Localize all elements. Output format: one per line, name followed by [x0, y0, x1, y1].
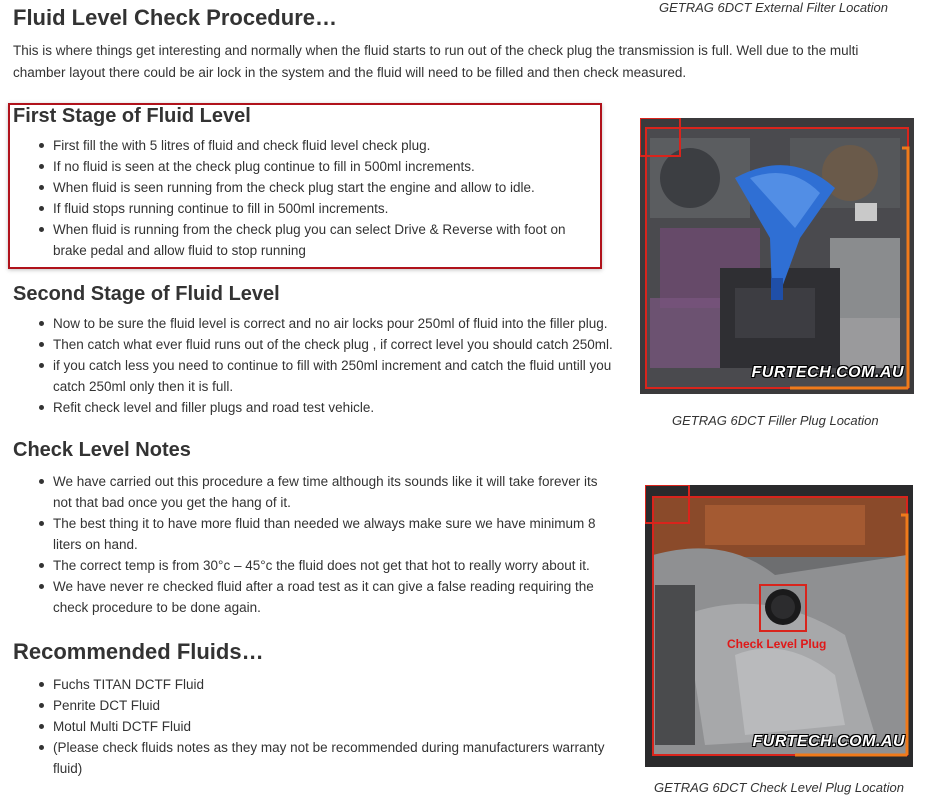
- filler-plug-photo: [640, 118, 914, 394]
- external-filter-caption: GETRAG 6DCT External Filter Location: [659, 0, 889, 15]
- check-level-plug-photo: [645, 485, 913, 767]
- check-level-plug-label: Check Level Plug: [727, 637, 827, 651]
- list-item: Penrite DCT Fluid: [13, 695, 613, 716]
- filler-plug-illustration: [640, 118, 914, 394]
- page-title: Fluid Level Check Procedure…: [13, 5, 337, 30]
- check-photo-watermark: FURTECH.COM.AU: [752, 733, 905, 750]
- recommended-fluids-heading: Recommended Fluids…: [13, 639, 264, 664]
- second-stage-list: [13, 313, 613, 418]
- list-item: Refit check level and filler plugs and road test vehicle.: [13, 397, 613, 418]
- list-item: The correct temp is from 30°c – 45°c the fluid does not get that hot to really worry about it.: [13, 555, 615, 576]
- list-item: When fluid is running from the check plug you can select Drive & Reverse with foot on brake pedal and allow fluid to stop running: [13, 219, 603, 261]
- second-stage-heading: Second Stage of Fluid Level: [13, 283, 280, 305]
- list-item: (Please check fluids notes as they may not be recommended during manufacturers warranty fluid): [13, 737, 613, 779]
- check-level-illustration: [645, 485, 913, 767]
- filler-plug-caption: GETRAG 6DCT Filler Plug Location: [672, 413, 879, 428]
- list-item: We have never re checked fluid after a road test as it can give a false reading requiring the check procedure to be done again.: [13, 576, 615, 618]
- check-level-plug-caption: GETRAG 6DCT Check Level Plug Location: [654, 780, 904, 795]
- check-level-notes-heading: Check Level Notes: [13, 439, 191, 461]
- list-item: When fluid is seen running from the check plug start the engine and allow to idle.: [13, 177, 603, 198]
- list-item: If no fluid is seen at the check plug continue to fill in 500ml increments.: [13, 156, 603, 177]
- list-item: Then catch what ever fluid runs out of the check plug , if correct level you should catch 250ml.: [13, 334, 613, 355]
- list-item: Fuchs TITAN DCTF Fluid: [13, 674, 613, 695]
- first-stage-list: [13, 135, 603, 261]
- list-item: The best thing it to have more fluid than needed we always make sure we have minimum 8 liters on hand.: [13, 513, 615, 555]
- list-item: We have carried out this procedure a few time although its sounds like it will take forever its not that bad once you get the hang of it.: [13, 471, 615, 513]
- filler-photo-watermark: FURTECH.COM.AU: [751, 364, 904, 381]
- list-item: If fluid stops running continue to fill in 500ml increments.: [13, 198, 603, 219]
- recommended-fluids-list: [13, 674, 613, 779]
- list-item: Motul Multi DCTF Fluid: [13, 716, 613, 737]
- check-level-notes-list: [13, 471, 615, 618]
- list-item: First fill the with 5 litres of fluid and check fluid level check plug.: [13, 135, 603, 156]
- intro-paragraph: This is where things get interesting and normally when the fluid starts to run out of the check plug the transmission is full. Well due to the multi chamber layout there could be air lock in the system and the fluid will need to be filled and then check measured.: [13, 43, 859, 80]
- list-item: Now to be sure the fluid level is correct and no air locks pour 250ml of fluid into the filler plug.: [13, 313, 613, 334]
- first-stage-heading: First Stage of Fluid Level: [13, 105, 251, 127]
- list-item: if you catch less you need to continue to fill with 250ml increment and catch the fluid untill you catch 250ml only then it is full.: [13, 355, 613, 397]
